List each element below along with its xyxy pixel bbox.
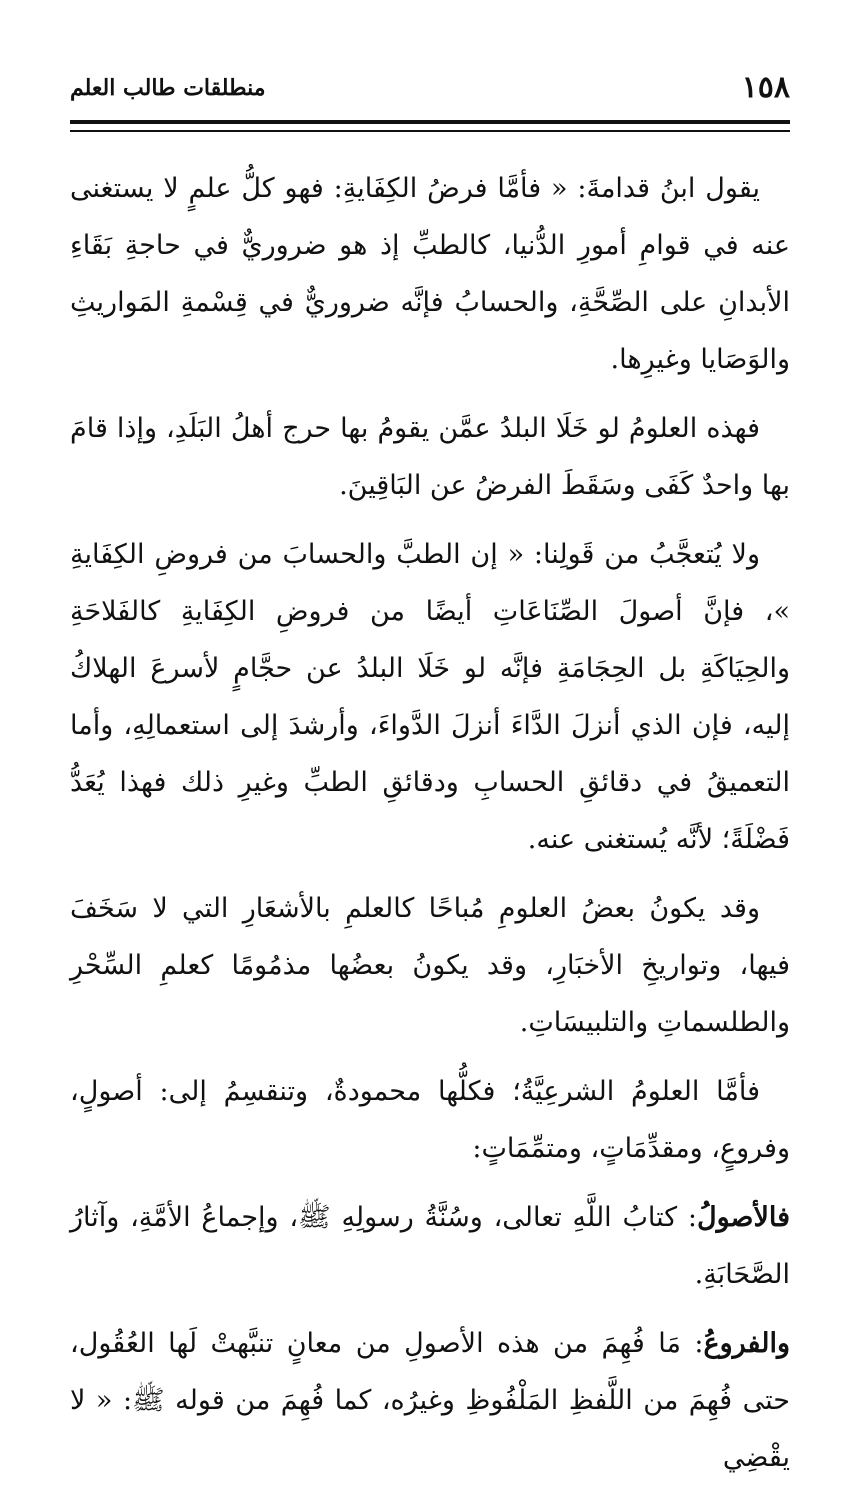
paragraph-usul [70,1189,790,1303]
running-title: منطلقات طالب العلم [70,75,266,101]
page-header [70,68,790,108]
paragraph-medicine-arithmetic [70,526,790,868]
paragraph-permissible-sciences [70,880,790,1051]
paragraph-sciences-duty [70,400,790,514]
paragraph-text: وقد يكونُ بعضُ العلومِ مُباحًا كالعلمِ بالأشعَارِ التي لا سَخَفَ فيها، وتواريخِ الأخبَارِ، وقد يكونُ بعضُها مذمُومًا كعلمِ السِّحْرِ والطلسماتِ والتلبيسَاتِ. [70,893,790,1038]
header-rule-thin [70,130,790,132]
header-rule-thick [70,120,790,124]
page-body [70,160,790,1498]
paragraph-text: : مَا فُهِمَ من هذه الأصولِ من معانٍ تنبَّهتْ لَها العُقُول، حتى فُهِمَ من اللَّفظِ المَلْفُوظِ وغيرُه، كما فُهِمَ من قوله ﷺ: « لا يقْضِي [70,1328,790,1473]
paragraph-sharia-sciences [70,1063,790,1177]
paragraph-lead-term: والفروعُ [703,1328,790,1359]
paragraph-lead-term: فالأصولُ [696,1202,790,1233]
paragraph-furu [70,1315,790,1486]
paragraph-text: فأمَّا العلومُ الشرعِيَّةُ؛ فكلُّها محمودةٌ، وتنقسِمُ إلى: أصولٍ، وفروعٍ، ومقدِّمَاتٍ، ومتمِّمَاتٍ: [70,1076,790,1164]
paragraph-text: ولا يُتعجَّبُ من قَولِنا: « إن الطبَّ والحسابَ من فروضِ الكِفَايةِ »، فإنَّ أصولَ الصِّنَاعَاتِ أيضًا من فروضِ الكِفَايةِ كالفَلاحَةِ والحِيَاكَةِ بل الحِجَامَةِ فإنَّه لو خَلَا البلدُ عن حجَّامٍ لأسرعَ الهلاكُ إليه، فإن الذي أنزلَ الدَّاءَ أنزلَ الدَّواءَ، وأرشدَ إلى استعمالِهِ، وأما التعميقُ في دقائقِ الحسابِ ودقائقِ الطبِّ وغيرِ ذلك فهذا يُعَدُّ فَضْلَةً؛ لأنَّه يُستغنى عنه. [70,539,790,855]
paragraph-text: فهذه العلومُ لو خَلَا البلدُ عمَّن يقومُ بها حرج أهلُ البَلَدِ، وإذا قامَ بها واحدٌ كَفَى وسَقَطَ الفرضُ عن البَاقِينَ. [70,413,790,501]
paragraph-text: : كتابُ اللَّهِ تعالى، وسُنَّةُ رسولِهِ ﷺ، وإجماعُ الأمَّةِ، وآثارُ الصَّحَابَةِ. [70,1202,790,1290]
paragraph-ibn-qudama-quote [70,160,790,388]
paragraph-text: يقول ابنُ قدامةَ: « فأمَّا فرضُ الكِفَايةِ: فهو كلُّ علمٍ لا يستغنى عنه في قوامِ أمورِ الدُّنيا، كالطبِّ إذ هو ضروريٌّ في حاجةِ بَقَاءِ الأبدانِ على الصِّحَّةِ، والحسابُ فإنَّه ضروريٌّ في قِسْمةِ المَواريثِ والوَصَايا وغيرِها. [70,173,790,375]
page-number: ١٥٨ [741,70,790,105]
